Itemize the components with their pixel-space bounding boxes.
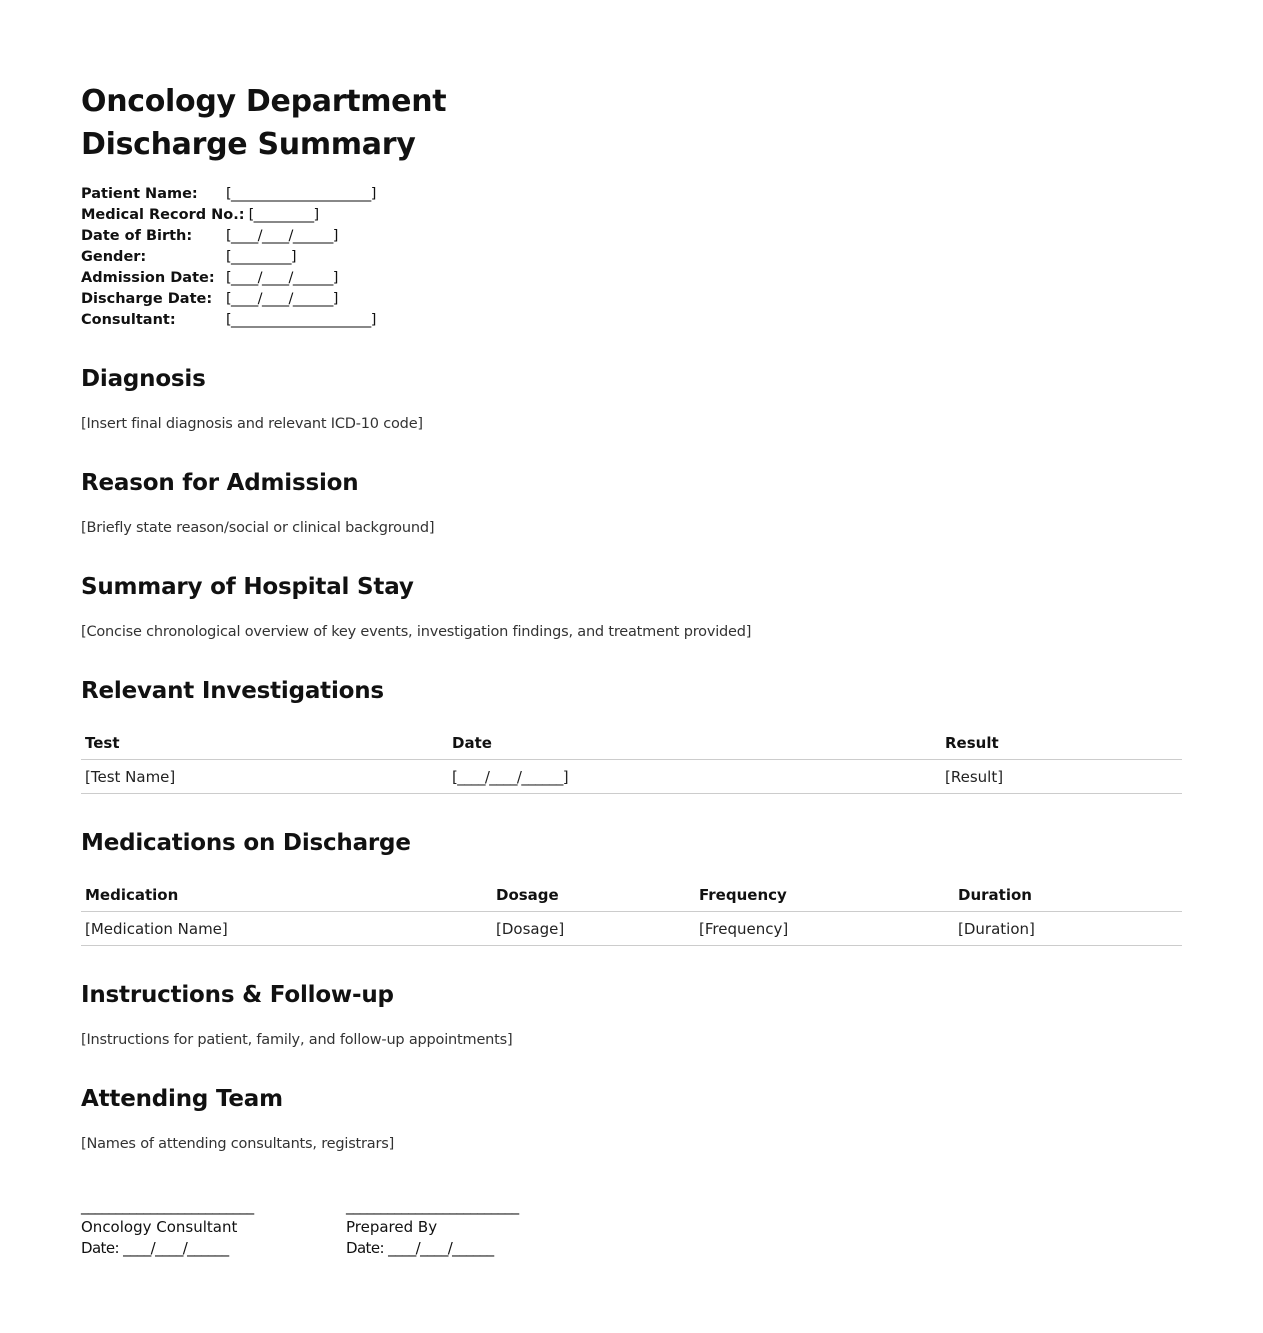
team-heading: Attending Team xyxy=(81,1086,283,1112)
column-header-dosage: Dosage xyxy=(492,878,695,912)
dosage-cell[interactable]: [Dosage] xyxy=(492,912,695,946)
table-header-row xyxy=(81,726,1182,760)
discharge-date-row xyxy=(81,289,376,310)
column-header-medication: Medication xyxy=(81,878,492,912)
diagnosis-heading: Diagnosis xyxy=(81,366,206,392)
consultant-signature-line[interactable]: _________________________ xyxy=(81,1197,254,1215)
admission-date-label: Admission Date: xyxy=(81,270,215,286)
column-header-result: Result xyxy=(941,726,1182,760)
investigations-heading: Relevant Investigations xyxy=(81,678,384,704)
gender-label: Gender: xyxy=(81,249,147,265)
column-header-frequency: Frequency xyxy=(695,878,954,912)
admission-date-row xyxy=(81,268,376,289)
medical-record-field[interactable]: [_________] xyxy=(248,207,319,223)
consultant-signature-date[interactable]: Date: ____/____/______ xyxy=(81,1239,229,1257)
column-header-duration: Duration xyxy=(954,878,1182,912)
gender-row xyxy=(81,247,376,268)
consultant-field[interactable]: [_____________________] xyxy=(226,312,376,328)
medications-table xyxy=(81,878,1182,946)
summary-heading: Summary of Hospital Stay xyxy=(81,574,414,600)
table-header-row xyxy=(81,878,1182,912)
medication-name-cell[interactable]: [Medication Name] xyxy=(81,912,492,946)
test-date-cell[interactable]: [____/____/______] xyxy=(448,760,941,794)
frequency-cell[interactable]: [Frequency] xyxy=(695,912,954,946)
prepared-by-signature-date[interactable]: Date: ____/____/______ xyxy=(346,1239,494,1257)
summary-text: [Concise chronological overview of key events, investigation findings, and treatment provided] xyxy=(81,624,752,640)
date-of-birth-field[interactable]: [____/____/______] xyxy=(226,228,338,244)
title-line-2: Discharge Summary xyxy=(81,127,416,162)
date-of-birth-row xyxy=(81,226,376,247)
instructions-heading: Instructions & Follow-up xyxy=(81,982,394,1008)
investigations-table xyxy=(81,726,1182,794)
consultant-signature-role: Oncology Consultant xyxy=(81,1218,238,1236)
consultant-row xyxy=(81,310,376,331)
patient-name-field[interactable]: [_____________________] xyxy=(226,186,376,202)
reason-heading: Reason for Admission xyxy=(81,470,359,496)
admission-date-field[interactable]: [____/____/______] xyxy=(226,270,338,286)
duration-cell[interactable]: [Duration] xyxy=(954,912,1182,946)
test-result-cell[interactable]: [Result] xyxy=(941,760,1182,794)
gender-field[interactable]: [_________] xyxy=(226,249,296,265)
diagnosis-text: [Insert final diagnosis and relevant ICD-10 code] xyxy=(81,416,423,432)
instructions-text: [Instructions for patient, family, and follow-up appointments] xyxy=(81,1032,513,1048)
reason-text: [Briefly state reason/social or clinical background] xyxy=(81,520,435,536)
discharge-date-label: Discharge Date: xyxy=(81,291,213,307)
prepared-by-signature-role: Prepared By xyxy=(346,1218,438,1236)
column-header-test: Test xyxy=(81,726,448,760)
discharge-date-field[interactable]: [____/____/______] xyxy=(226,291,338,307)
title-line-1: Oncology Department xyxy=(81,84,447,119)
patient-name-row xyxy=(81,184,376,205)
column-header-date: Date xyxy=(448,726,941,760)
patient-info-block xyxy=(81,184,376,331)
medical-record-row xyxy=(81,205,376,226)
table-row xyxy=(81,912,1182,946)
consultant-signature-block xyxy=(81,1196,254,1259)
prepared-by-signature-line[interactable]: _________________________ xyxy=(346,1197,519,1215)
medical-record-label: Medical Record No.: xyxy=(81,207,245,223)
table-row xyxy=(81,760,1182,794)
date-of-birth-label: Date of Birth: xyxy=(81,228,193,244)
medications-heading: Medications on Discharge xyxy=(81,830,411,856)
team-text: [Names of attending consultants, registrars] xyxy=(81,1136,395,1152)
document-title xyxy=(81,80,446,166)
patient-name-label: Patient Name: xyxy=(81,186,198,202)
test-name-cell[interactable]: [Test Name] xyxy=(81,760,448,794)
consultant-label: Consultant: xyxy=(81,312,176,328)
prepared-by-signature-block xyxy=(346,1196,519,1259)
